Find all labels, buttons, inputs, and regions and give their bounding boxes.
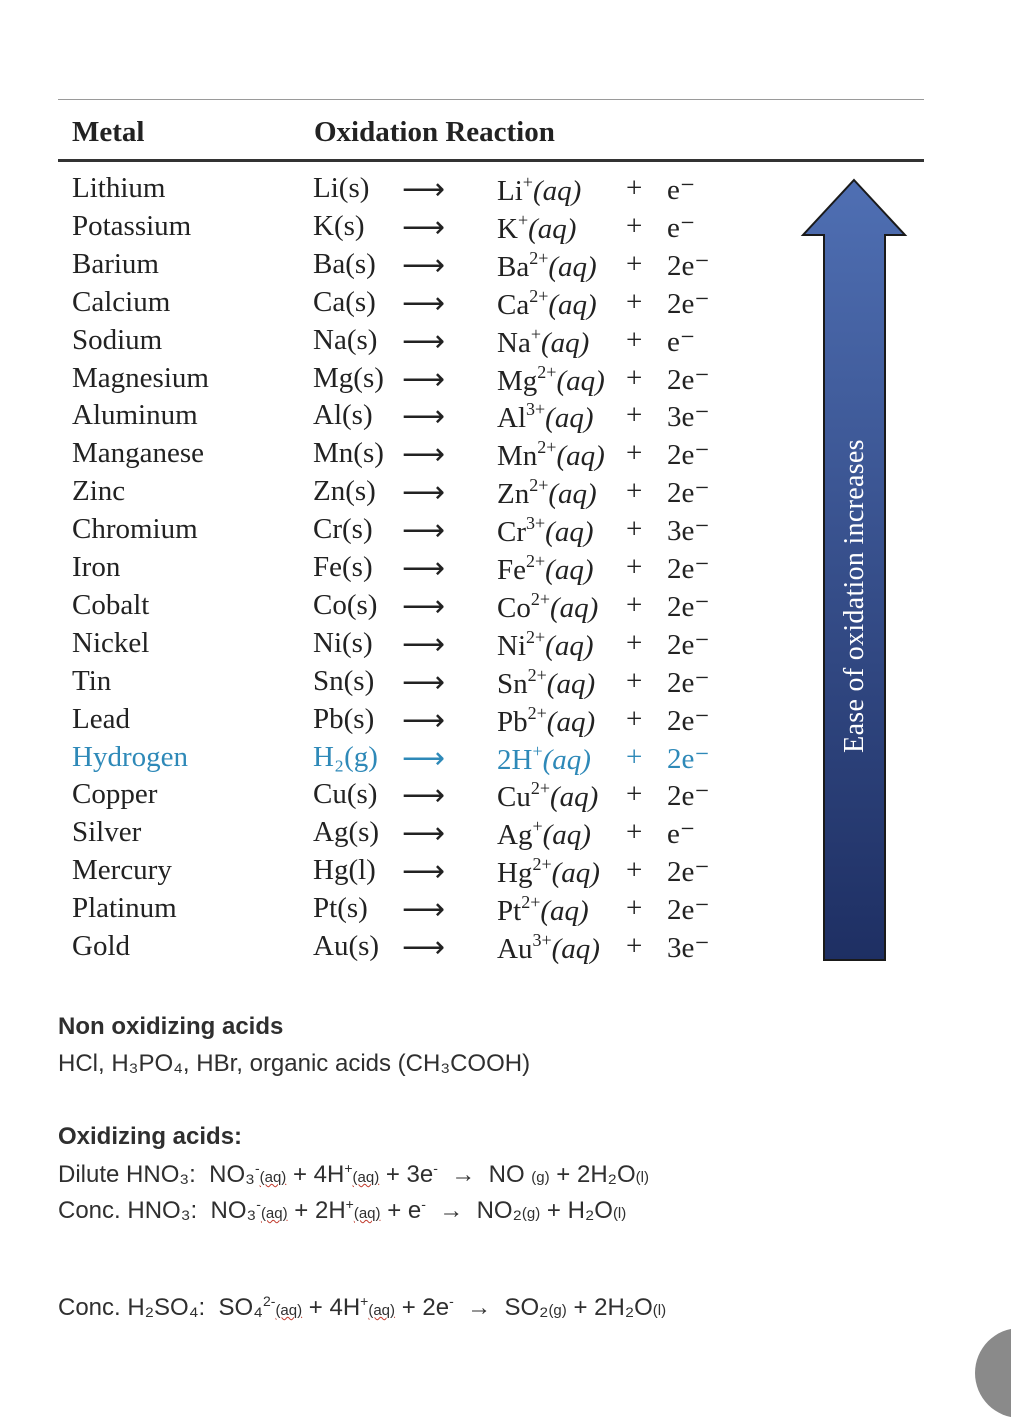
reactant: Pb(s) [313, 702, 375, 735]
electrons: e⁻ [667, 211, 696, 244]
table-row [0, 210, 780, 248]
reaction-arrow: ⟶ [402, 664, 446, 700]
electrons: e⁻ [667, 174, 696, 206]
plus-sign: + [626, 437, 643, 470]
electrons: 2e⁻ [667, 894, 710, 927]
metal-name: Gold [72, 930, 130, 962]
equation-arrow: → [451, 1161, 476, 1188]
table-row [0, 627, 780, 665]
electrons: 2e⁻ [667, 704, 710, 737]
equation-arrow: → [439, 1197, 464, 1224]
metal-column-header: Metal [72, 116, 145, 148]
plus-sign: + [626, 247, 643, 280]
reaction-arrow: ⟶ [402, 172, 446, 207]
product-ion: $Cr^{3+}(aq)$ [497, 513, 594, 549]
equation-label: Conc. H₂SO₄: [58, 1294, 206, 1321]
table-row [0, 816, 780, 854]
table-row [0, 703, 780, 741]
plus-sign: + [626, 778, 643, 811]
product-ion: $Fe^{2+}(aq)$ [497, 551, 594, 586]
table-top-rule [58, 99, 924, 100]
reactant: K(s) [313, 209, 365, 242]
electrons: 2e⁻ [667, 856, 710, 889]
product-ion: $Co^{2+}(aq)$ [497, 588, 599, 624]
metal-name: Copper [72, 778, 158, 811]
metal-name: Lead [72, 702, 130, 735]
table-row [0, 475, 780, 513]
electrons: 2e⁻ [667, 742, 710, 775]
electrons: 2e⁻ [667, 553, 710, 585]
product-ion: $Hg^{2+}(aq)$ [497, 854, 600, 890]
reaction-arrow: ⟶ [402, 854, 446, 890]
corner-scroll-button[interactable] [975, 1328, 1011, 1418]
reaction-arrow: ⟶ [402, 513, 446, 549]
electrons: 2e⁻ [667, 628, 710, 661]
reactant: Ag(s) [313, 816, 380, 849]
product-ion: $Mn^{2+}(aq)$ [497, 437, 605, 473]
table-row [0, 362, 780, 400]
reaction-arrow: ⟶ [402, 930, 446, 965]
table-row [0, 437, 780, 475]
reaction-arrow: ⟶ [402, 285, 446, 321]
electrons: 2e⁻ [667, 477, 710, 510]
reactant: Ba(s) [313, 247, 376, 280]
electrons: 3e⁻ [667, 515, 710, 548]
plus-sign: + [626, 664, 643, 697]
reaction-column-header: Oxidation Reaction [314, 116, 555, 148]
table-row [0, 324, 780, 362]
plus-sign: + [626, 399, 643, 432]
electrons: 3e⁻ [667, 932, 710, 964]
dilute-hno3-equation: Dilute HNO₃: NO₃-(aq) + 4H+(aq) + 3e- → NO (g) + 2H₂O(l) [58, 1160, 649, 1188]
table-row [0, 513, 780, 551]
product-ion: $Al^{3+}(aq)$ [497, 399, 594, 435]
reactant: Sn(s) [313, 664, 375, 697]
reaction-arrow: ⟶ [402, 816, 446, 852]
metal-name: Potassium [72, 209, 192, 242]
metal-name: Tin [72, 664, 112, 697]
conc-hno3-equation: Conc. HNO₃: NO₃-(aq) + 2H+(aq) + e- → NO₂(g) + H₂O(l) [58, 1196, 627, 1224]
reaction-arrow: ⟶ [402, 209, 446, 245]
reactant: Al(s) [313, 399, 373, 432]
reactant: Mn(s) [313, 437, 384, 470]
metal-name: Nickel [72, 626, 150, 659]
reactant: Zn(s) [313, 475, 376, 508]
metal-name: Barium [72, 247, 159, 280]
plus-sign: + [626, 551, 643, 583]
electrons: 2e⁻ [667, 666, 710, 699]
plus-sign: + [626, 854, 643, 887]
electrons: 2e⁻ [667, 780, 710, 813]
metal-name: Iron [72, 551, 121, 583]
product-ion: $Pb^{2+}(aq)$ [497, 702, 596, 738]
product-ion: $Zn^{2+}(aq)$ [497, 475, 597, 511]
metal-name: Sodium [72, 323, 163, 356]
header-rule [58, 159, 924, 162]
metal-name: Aluminum [72, 399, 198, 432]
plus-sign: + [626, 361, 643, 394]
product-ion: Li+(aq) [497, 172, 582, 207]
reaction-arrow: ⟶ [402, 551, 446, 586]
reactant: Cu(s) [313, 778, 378, 811]
non-oxidizing-list: HCl, H₃PO₄, HBr, organic acids (CH₃COOH) [58, 1050, 531, 1077]
metal-name: Lithium [72, 172, 166, 204]
equation-arrow: → [467, 1294, 492, 1321]
reactant: Pt(s) [313, 892, 368, 925]
reaction-arrow: ⟶ [402, 323, 446, 359]
table-row [0, 741, 780, 779]
plus-sign: + [626, 588, 643, 621]
plus-sign: + [626, 285, 643, 318]
arrow-label: Ease of oxidation increases [839, 439, 870, 753]
reactant: Co(s) [313, 588, 378, 621]
table-row [0, 551, 780, 589]
metal-name: Platinum [72, 892, 177, 925]
plus-sign: + [626, 702, 643, 735]
reaction-arrow: ⟶ [402, 778, 446, 814]
reaction-arrow: ⟶ [402, 437, 446, 473]
product-ion: $Ba^{2+}(aq)$ [497, 247, 597, 283]
electrons: 2e⁻ [667, 590, 710, 623]
plus-sign: + [626, 209, 643, 242]
table-row [0, 892, 780, 930]
product-ion: 2H+(aq) [497, 740, 591, 776]
reactant: Au(s) [313, 930, 380, 962]
plus-sign: + [626, 816, 643, 849]
electrons: 2e⁻ [667, 287, 710, 320]
product-ion: K+(aq) [497, 209, 577, 245]
reaction-arrow: ⟶ [402, 740, 446, 776]
product-ion: $Mg^{2+}(aq)$ [497, 361, 605, 397]
reaction-arrow: ⟶ [402, 247, 446, 283]
table-row [0, 286, 780, 324]
plus-sign: + [626, 172, 643, 204]
reaction-arrow: ⟶ [402, 361, 446, 397]
product-ion: Na+(aq) [497, 323, 590, 359]
reaction-arrow: ⟶ [402, 475, 446, 511]
reactant: H₂(g) [313, 740, 378, 773]
table-row [0, 778, 780, 816]
electrons: e⁻ [667, 818, 696, 851]
reaction-arrow: ⟶ [402, 892, 446, 928]
product-ion: $Pt^{2+}(aq)$ [497, 892, 589, 928]
metal-name: Cobalt [72, 588, 150, 621]
electrons: 2e⁻ [667, 249, 710, 282]
reactant: Fe(s) [313, 551, 373, 583]
product-ion: $Cu^{2+}(aq)$ [497, 778, 599, 814]
product-ion: $Ca^{2+}(aq)$ [497, 285, 597, 321]
plus-sign: + [626, 740, 643, 773]
conc-h2so4-equation: Conc. H₂SO₄: SO₄$^{2-}$(aq) + 4H+(aq) + 2e- → SO₂(g) + 2H₂O(l) [58, 1293, 667, 1321]
metal-name: Silver [72, 816, 142, 849]
table-row [0, 930, 780, 968]
non-oxidizing-title: Non oxidizing acids [58, 1013, 284, 1040]
product-ion: $Ni^{2+}(aq)$ [497, 626, 594, 662]
product-ion: $Sn^{2+}(aq)$ [497, 664, 596, 700]
plus-sign: + [626, 323, 643, 356]
electrons: 2e⁻ [667, 439, 710, 472]
metal-name: Calcium [72, 285, 171, 318]
oxidizing-title: Oxidizing acids: [58, 1123, 243, 1150]
equation-label: Dilute HNO₃: [58, 1161, 196, 1188]
reaction-arrow: ⟶ [402, 702, 446, 738]
electrons: e⁻ [667, 325, 696, 358]
metal-name: Hydrogen [72, 740, 188, 773]
table-row [0, 665, 780, 703]
reactant: Li(s) [313, 172, 370, 204]
plus-sign: + [626, 930, 643, 962]
table-row [0, 399, 780, 437]
reactant: Mg(s) [313, 361, 384, 394]
reactant: Ca(s) [313, 285, 376, 318]
reactant: Hg(l) [313, 854, 376, 887]
reaction-arrow: ⟶ [402, 399, 446, 435]
electrons: 3e⁻ [667, 401, 710, 434]
metal-name: Manganese [72, 437, 205, 470]
metal-name: Mercury [72, 854, 172, 887]
table-row [0, 248, 780, 286]
reaction-arrow: ⟶ [402, 588, 446, 624]
plus-sign: + [626, 513, 643, 546]
reactant: Ni(s) [313, 626, 373, 659]
reactant: Cr(s) [313, 513, 373, 546]
reactant: Na(s) [313, 323, 378, 356]
reaction-arrow: ⟶ [402, 626, 446, 662]
product-ion: Ag+(aq) [497, 816, 591, 852]
equation-label: Conc. HNO₃: [58, 1197, 198, 1224]
table-row [0, 172, 780, 210]
table-row [0, 854, 780, 892]
plus-sign: + [626, 475, 643, 508]
metal-name: Chromium [72, 513, 198, 546]
metal-name: Zinc [72, 475, 126, 508]
plus-sign: + [626, 892, 643, 925]
electrons: 2e⁻ [667, 363, 710, 396]
plus-sign: + [626, 626, 643, 659]
table-row [0, 589, 780, 627]
metal-name: Magnesium [72, 361, 209, 394]
product-ion: $Au^{3+}(aq)$ [497, 930, 600, 965]
